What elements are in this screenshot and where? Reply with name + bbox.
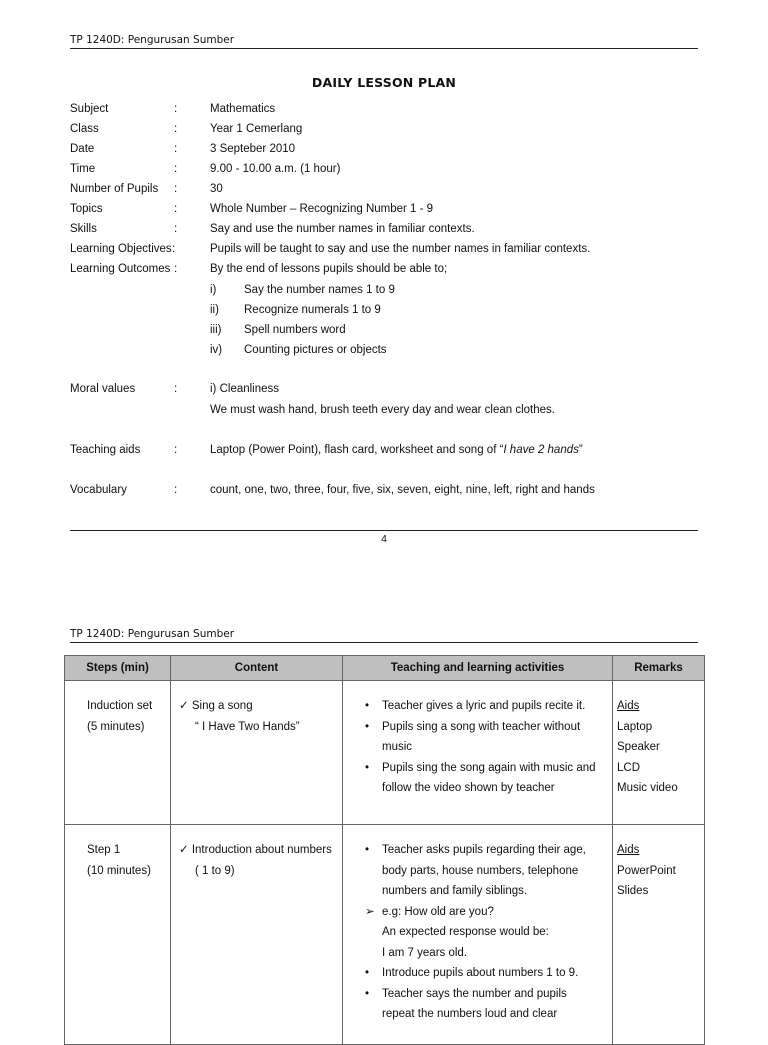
- activity-item: [351, 902, 604, 964]
- step-duration: (10 minutes): [87, 864, 151, 877]
- field-label-outcomes: Learning Outcomes: [70, 263, 171, 275]
- remark-item: Slides: [617, 885, 649, 897]
- field-value-pupils: 30: [210, 183, 223, 195]
- page-number: 4: [381, 533, 387, 545]
- aids-close-quote: ”: [578, 444, 583, 456]
- field-label-subject: Subject: [70, 103, 109, 115]
- header-rule: [70, 48, 698, 49]
- arrow-bullet-icon: ➢: [365, 905, 375, 918]
- remarks-heading: Aids: [617, 700, 640, 712]
- field-value-topics: Whole Number – Recognizing Number 1 - 9: [210, 203, 434, 215]
- bullet-icon: •: [365, 844, 370, 856]
- field-value-outcomes: By the end of lessons pupils should be able to;: [210, 263, 448, 275]
- content-title: Sing a song: [191, 700, 253, 712]
- activity-item: [351, 840, 604, 902]
- aids-text: Laptop (Power Point), flash card, worksheet and song of “: [210, 444, 504, 456]
- outcome-number: ii): [210, 304, 219, 316]
- bullet-icon: •: [365, 761, 370, 774]
- activity-item: [351, 963, 604, 984]
- field-label-objectives: Learning Objectives: [70, 243, 172, 255]
- activities-cell: [343, 681, 613, 825]
- field-colon: :: [172, 243, 176, 255]
- field-colon: :: [174, 444, 178, 456]
- activity-line: I am 7 years old.: [382, 946, 468, 959]
- field-value-skills: Say and use the number names in familiar contexts.: [210, 223, 475, 235]
- field-value-class: Year 1 Cemerlang: [210, 123, 303, 135]
- field-label-skills: Skills: [70, 223, 97, 235]
- outcome-text: Counting pictures or objects: [244, 344, 387, 356]
- activity-line: music: [382, 741, 413, 753]
- activity-item: [351, 758, 604, 799]
- column-header-steps: Steps (min): [65, 656, 171, 681]
- content-subtitle: ( 1 to 9): [195, 864, 235, 877]
- bullet-icon: •: [365, 700, 370, 712]
- check-icon: ✓: [179, 700, 189, 712]
- field-colon: :: [174, 203, 178, 215]
- activity-line: Teacher asks pupils regarding their age,: [382, 844, 586, 856]
- field-value-date: 3 Septeber 2010: [210, 143, 296, 155]
- check-icon: ✓: [179, 844, 189, 856]
- step-cell: [65, 681, 171, 825]
- moral-note: We must wash hand, brush teeth every day and wear clean clothes.: [210, 404, 555, 416]
- bullet-icon: •: [365, 967, 370, 979]
- field-label-pupils: Number of Pupils: [70, 183, 159, 195]
- field-value-moral: i) Cleanliness: [210, 383, 280, 395]
- activities-cell: [343, 825, 613, 1045]
- outcome-number: i): [210, 284, 217, 296]
- field-colon: :: [174, 103, 178, 115]
- header-rule: [70, 642, 698, 643]
- activity-line: repeat the numbers loud and clear: [382, 1008, 558, 1020]
- remark-item: Laptop: [617, 720, 653, 733]
- bullet-icon: •: [365, 720, 370, 733]
- remarks-heading: Aids: [617, 844, 640, 856]
- remarks-cell: [613, 825, 705, 1045]
- column-header-content: Content: [171, 656, 343, 681]
- remark-item: Speaker: [617, 741, 660, 753]
- step-name: Step 1: [87, 844, 121, 856]
- table-row: [65, 681, 705, 825]
- table-row: [65, 825, 705, 1045]
- activity-item: [351, 984, 604, 1025]
- field-value-subject: Mathematics: [210, 103, 276, 115]
- field-label-time: Time: [70, 163, 96, 175]
- field-colon: :: [174, 183, 178, 195]
- column-header-remarks: Remarks: [613, 656, 705, 681]
- step-cell: [65, 825, 171, 1045]
- activity-line: An expected response would be:: [382, 926, 549, 938]
- field-colon: :: [174, 223, 178, 235]
- activity-line: Introduce pupils about numbers 1 to 9.: [382, 967, 579, 979]
- content-cell: [171, 681, 343, 825]
- page-header: TP 1240D: Pengurusan Sumber: [70, 628, 235, 640]
- field-value-aids: [210, 444, 583, 456]
- field-value-objectives: Pupils will be taught to say and use the number names in familiar contexts.: [210, 243, 591, 255]
- field-value-vocabulary: count, one, two, three, four, five, six, seven, eight, nine, left, right and hands: [210, 484, 595, 496]
- field-colon: :: [174, 143, 178, 155]
- content-cell: [171, 825, 343, 1045]
- activity-line: Teacher says the number and pupils: [382, 987, 567, 1000]
- content-subtitle: “ I Have Two Hands”: [195, 720, 300, 733]
- outcome-number: iii): [210, 324, 222, 336]
- field-colon: :: [174, 263, 178, 275]
- activity-line: Teacher gives a lyric and pupils recite it.: [382, 700, 586, 712]
- field-colon: :: [174, 163, 178, 175]
- field-colon: :: [174, 123, 178, 135]
- column-header-activities: Teaching and learning activities: [343, 656, 613, 681]
- aids-song-title: I have 2 hands: [503, 444, 579, 456]
- field-colon: :: [174, 383, 178, 395]
- activity-line: follow the video shown by teacher: [382, 782, 555, 794]
- lesson-steps-table: [64, 655, 705, 1045]
- field-label-vocabulary: Vocabulary: [70, 484, 127, 496]
- document-title: DAILY LESSON PLAN: [311, 75, 457, 90]
- field-label-moral: Moral values: [70, 383, 136, 395]
- activity-item: [351, 717, 604, 758]
- content-title: Introduction about numbers: [191, 844, 332, 856]
- page-header: TP 1240D: Pengurusan Sumber: [70, 34, 235, 46]
- remark-item: LCD: [617, 761, 641, 774]
- activity-line: e.g: How old are you?: [382, 905, 494, 918]
- activity-line: Pupils sing the song again with music and: [382, 761, 596, 774]
- field-label-aids: Teaching aids: [70, 444, 141, 456]
- table-header-row: [65, 656, 705, 681]
- field-value-time: 9.00 - 10.00 a.m. (1 hour): [210, 163, 341, 175]
- outcome-number: iv): [210, 344, 223, 356]
- bullet-icon: •: [365, 987, 370, 1000]
- activity-line: Pupils sing a song with teacher without: [382, 720, 581, 733]
- footer-rule: [70, 530, 698, 531]
- field-label-topics: Topics: [70, 203, 103, 215]
- step-duration: (5 minutes): [87, 720, 145, 733]
- outcome-text: Say the number names 1 to 9: [244, 284, 395, 296]
- remarks-cell: [613, 681, 705, 825]
- activity-line: body parts, house numbers, telephone: [382, 864, 579, 877]
- outcome-text: Recognize numerals 1 to 9: [244, 304, 381, 316]
- field-colon: :: [174, 484, 178, 496]
- remark-item: Music video: [617, 782, 678, 794]
- activity-item: [351, 696, 604, 717]
- remark-item: PowerPoint: [617, 864, 676, 877]
- field-label-class: Class: [70, 123, 99, 135]
- field-label-date: Date: [70, 143, 95, 155]
- outcome-text: Spell numbers word: [244, 324, 346, 336]
- activity-line: numbers and family siblings.: [382, 885, 528, 897]
- step-name: Induction set: [87, 700, 153, 712]
